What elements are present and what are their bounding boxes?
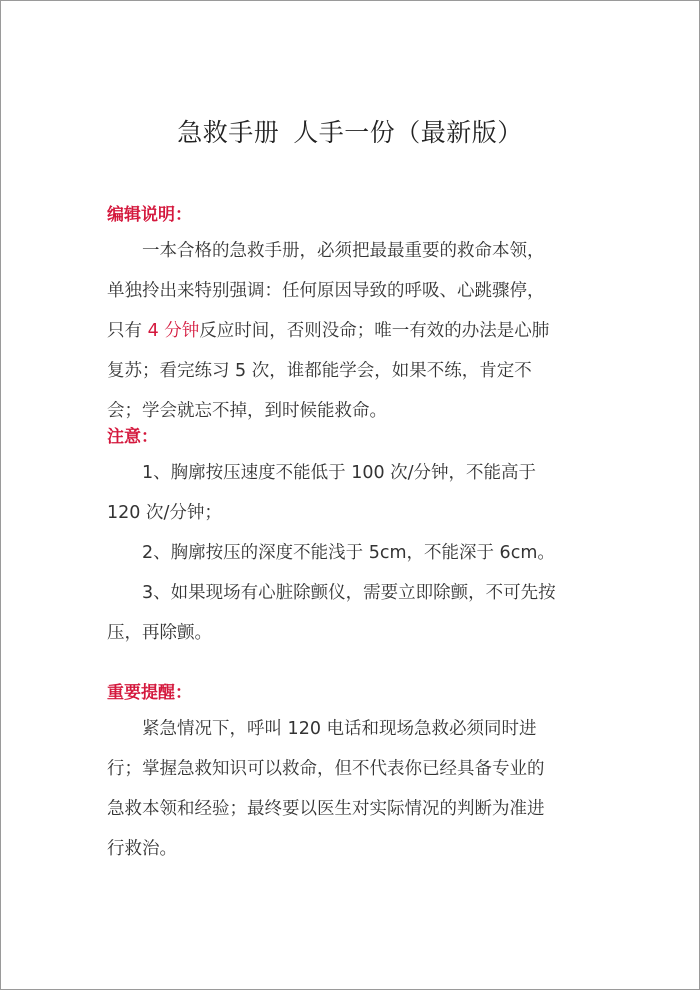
reminder-body [107,709,591,869]
editor-note-line-4: 复苏；看完练习 5 次，谁都能学会，如果不练，肯定不 [107,361,532,381]
editor-note-line-5: 会；学会就忘不掉，到时候能救命。 [107,401,387,421]
editor-note-line-3-after: 反应时间，否则没命；唯一有效的办法是心肺 [199,321,550,341]
reminder-heading: 重要提醒： [107,683,192,703]
title-part-2: 人手一份（最新版） [293,118,523,147]
editor-note-line-1: 一本合格的急救手册，必须把最最重要的救命本领， [142,241,545,261]
reminder-line-1: 紧急情况下，呼叫 120 电话和现场急救必须同时进 [142,719,537,739]
notes-heading: 注意： [107,427,158,447]
note-item-3-line-2: 压，再除颤。 [107,623,212,643]
editor-note-line-3 [107,311,591,351]
editor-note-line-2: 单独拎出来特别强调：任何原因导致的呼吸、心跳骤停， [107,281,545,301]
note-item-2: 2、胸廓按压的深度不能浅于 5cm，不能深于 6cm。 [142,543,555,563]
note-item-1-line-2: 120 次/分钟； [107,503,222,523]
note-item-3-line-1: 3、如果现场有心脏除颤仪，需要立即除颤，不可先按 [142,583,556,603]
notes-body [107,453,591,653]
title-part-1: 急救手册 [177,118,280,147]
note-item-1-line-1: 1、胸廓按压速度不能低于 100 次/分钟，不能高于 [142,463,537,483]
reminder-line-4: 行救治。 [107,839,177,859]
editor-note-line-3-before: 只有 [107,321,142,341]
reminder-line-2: 行；掌握急救知识可以救命，但不代表你已经具备专业的 [107,759,545,779]
editor-note-heading: 编辑说明： [107,205,192,225]
editor-note-body [107,231,591,431]
document-title [1,113,699,153]
four-minutes-highlight: 4 分钟 [142,321,200,341]
reminder-line-3: 急救本领和经验；最终要以医生对实际情况的判断为准进 [107,799,545,819]
